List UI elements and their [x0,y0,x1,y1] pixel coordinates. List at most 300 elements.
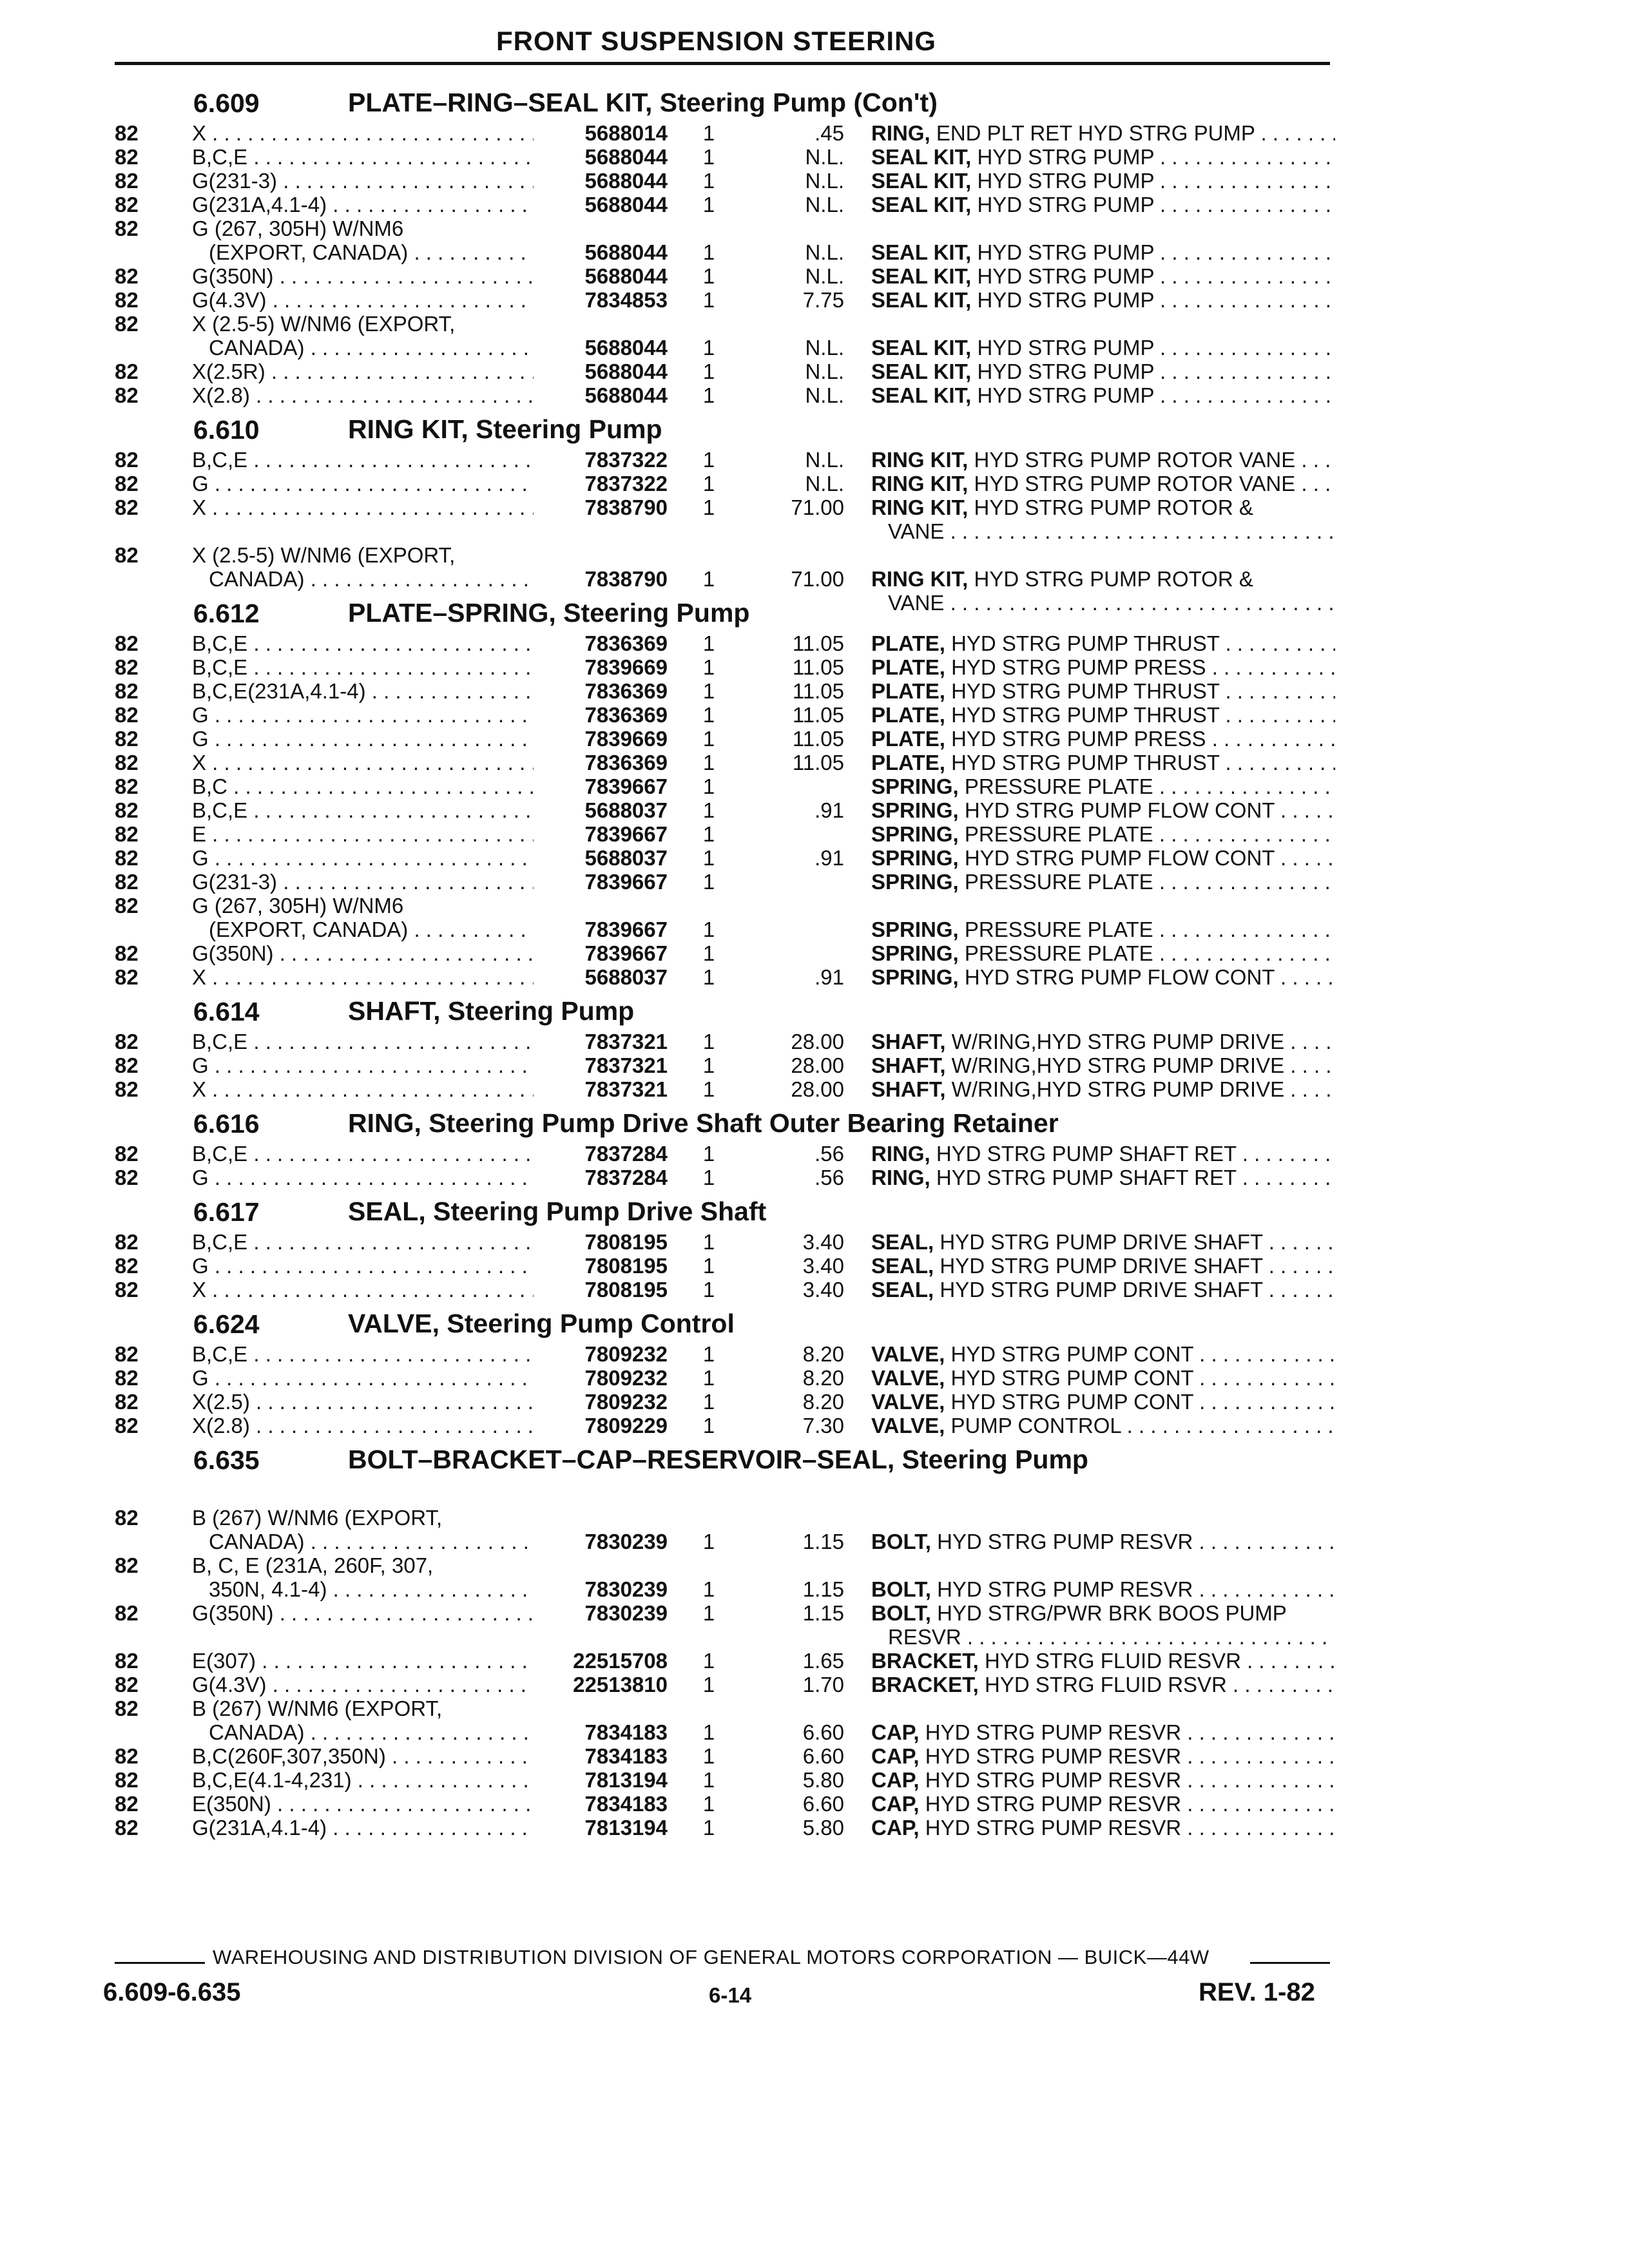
application [192,1030,534,1053]
description-line [871,965,1335,989]
catalog-row [0,798,1629,822]
description-keyword: SHAFT, [871,1030,946,1053]
description-line [871,193,1335,216]
quantity: 1 [702,1414,715,1437]
section-header [0,86,1629,121]
description-line [871,1278,1335,1302]
price: 6.60 [802,1792,844,1816]
model-year: 82 [115,1166,139,1189]
part-number: 7837322 [535,448,668,472]
description-text: HYD STRG PUMP THRUST [951,631,1220,655]
part-number: 7834183 [535,1792,668,1816]
part-number: 7839667 [535,870,668,894]
part-number: 7834853 [535,288,668,312]
price: N.L. [805,264,844,288]
section-header [0,1307,1629,1342]
model-year: 82 [115,312,139,336]
part-number: 7839667 [535,941,668,965]
description-keyword: SEAL, [871,1254,934,1278]
quantity: 1 [702,1030,715,1053]
part-number: 5688037 [535,798,668,822]
application [192,727,534,751]
catalog-row [0,495,1629,543]
description-keyword: SPRING, [871,822,959,846]
part-number: 5688014 [535,121,668,145]
section-header [0,596,1629,631]
quantity: 1 [702,1601,715,1625]
quantity: 1 [702,1816,715,1840]
price: 11.05 [792,703,844,727]
price: 8.20 [802,1390,844,1414]
part-description [871,1768,1335,1792]
model-year: 82 [115,822,139,846]
description-text: W/RING,HYD STRG PUMP DRIVE [951,1077,1285,1101]
header-rule [115,62,1330,65]
quantity: 1 [702,448,715,472]
catalog-row [0,193,1629,216]
part-description [871,655,1335,679]
application-line: G(231-3) . . . [192,169,534,193]
model-year: 82 [115,1768,139,1792]
model-year: 82 [115,703,139,727]
description-keyword: SPRING, [871,846,959,870]
quantity: 1 [702,336,715,360]
description-text: VANE [888,519,945,543]
quantity: 1 [702,240,715,264]
price: 5.80 [802,1768,844,1792]
application [192,383,534,407]
description-text: HYD STRG PUMP RESVR [925,1792,1182,1816]
model-year: 82 [115,751,139,774]
application-line: G(350N) . . . [192,264,534,288]
description-line [871,1390,1335,1414]
application-line: B,C,E . . . [192,1230,534,1254]
quantity: 1 [702,679,715,703]
price: N.L. [805,240,844,264]
quantity: 1 [702,1673,715,1696]
description-text: HYD STRG PUMP RESVR [925,1768,1182,1792]
description-line [871,1077,1335,1101]
price: 71.00 [791,495,844,519]
description-text: HYD STRG PUMP [977,264,1154,288]
price: 11.05 [792,679,844,703]
description-keyword: SPRING, [871,870,959,894]
catalog-row [0,288,1629,312]
part-description [871,1744,1335,1768]
description-line [871,121,1335,145]
model-year: 82 [115,121,139,145]
description-keyword: BRACKET, [871,1673,979,1696]
quantity: 1 [702,1768,715,1792]
quantity: 1 [702,193,715,216]
price: .91 [815,846,844,870]
section-title: VALVE, Steering Pump Control [348,1309,735,1338]
quantity: 1 [702,870,715,894]
description-line [871,567,1335,591]
description-line [871,1816,1335,1840]
quantity: 1 [702,567,715,591]
application-line: CANADA) . . . [192,567,534,591]
catalog-row [0,727,1629,751]
part-description [871,1390,1335,1414]
quantity: 1 [702,1390,715,1414]
application [192,264,534,288]
part-number: 7839669 [535,727,668,751]
quantity: 1 [702,774,715,798]
description-keyword: RING, [871,1142,930,1166]
application [192,941,534,965]
catalog-row [0,1053,1629,1077]
application-line: G . . . [192,846,534,870]
quantity: 1 [702,703,715,727]
catalog-row [0,894,1629,941]
part-description [871,941,1335,965]
model-year: 82 [115,941,139,965]
model-year: 82 [115,145,139,169]
model-year: 82 [115,870,139,894]
section-header [0,994,1629,1030]
catalog-row [0,1673,1629,1696]
application [192,703,534,727]
application-line: X . . . [192,121,534,145]
description-keyword: CAP, [871,1816,920,1840]
footer-revision: REV. 1-82 [1199,1978,1315,2006]
section-title: RING KIT, Steering Pump [348,414,662,444]
catalog-row [0,121,1629,145]
application [192,1254,534,1278]
description-text: HYD STRG PUMP [977,193,1154,216]
catalog-row [0,655,1629,679]
model-year: 82 [115,193,139,216]
part-number: 7830239 [535,1530,668,1553]
application-line: B,C,E . . . [192,1342,534,1366]
description-keyword: SHAFT, [871,1077,946,1101]
catalog-row [0,751,1629,774]
description-text: HYD STRG PUMP PRESS [951,727,1206,751]
quantity: 1 [702,360,715,383]
catalog-row [0,846,1629,870]
description-keyword: PLATE, [871,631,945,655]
description-line [871,798,1335,822]
description-text: HYD STRG PUMP [977,240,1154,264]
footer-note: WAREHOUSING AND DISTRIBUTION DIVISION OF GENERAL MOTORS CORPORATION — BUICK—44W [213,1946,1210,1968]
part-description [871,774,1335,798]
section-title: SEAL, Steering Pump Drive Shaft [348,1196,767,1226]
part-description [871,288,1335,312]
description-keyword: SPRING, [871,774,959,798]
part-description [871,169,1335,193]
part-description [871,472,1335,495]
section-header [0,1106,1629,1142]
description-text: HYD STRG PUMP CONT [950,1390,1193,1414]
description-line [871,1768,1335,1792]
application [192,774,534,798]
description-line [871,703,1335,727]
description-keyword: SEAL KIT, [871,193,972,216]
part-description [871,1366,1335,1390]
quantity: 1 [702,822,715,846]
model-year: 82 [115,1254,139,1278]
description-line [871,145,1335,169]
model-year: 82 [115,798,139,822]
quantity: 1 [702,941,715,965]
model-year: 82 [115,1649,139,1673]
quantity: 1 [702,383,715,407]
description-text: HYD STRG PUMP DRIVE SHAFT [940,1230,1263,1254]
description-text: HYD STRG PUMP PRESS [951,655,1206,679]
application [192,1278,534,1302]
application [192,1506,534,1553]
description-text: HYD STRG PUMP RESVR [925,1744,1182,1768]
price: 1.15 [802,1601,844,1625]
application-line: (EXPORT, CANADA) . . . [192,918,534,941]
application-line: G(4.3V) . . . [192,288,534,312]
description-line [871,751,1335,774]
part-description [871,679,1335,703]
quantity: 1 [702,965,715,989]
price: 71.00 [791,567,844,591]
description-keyword: PLATE, [871,703,945,727]
description-text: HYD STRG PUMP RESVR [937,1530,1193,1553]
footer-section-range: 6.609-6.635 [103,1978,241,2006]
application [192,495,534,519]
part-number: 7830239 [535,1601,668,1625]
description-keyword: CAP, [871,1792,920,1816]
part-description [871,1030,1335,1053]
quantity: 1 [702,1166,715,1189]
application [192,870,534,894]
application-line: X (2.5-5) W/NM6 (EXPORT, [192,312,456,336]
price: 1.65 [802,1649,844,1673]
model-year: 82 [115,846,139,870]
description-text: HYD STRG PUMP DRIVE SHAFT [940,1278,1263,1302]
description-keyword: SEAL, [871,1278,934,1302]
catalog-row [0,1342,1629,1366]
part-number: 7837284 [535,1142,668,1166]
price: N.L. [805,169,844,193]
part-number: 7839667 [535,822,668,846]
part-description [871,870,1335,894]
description-text: HYD STRG PUMP SHAFT RET [936,1166,1237,1189]
part-description [871,1816,1335,1840]
description-keyword: RING KIT, [871,567,969,591]
part-number: 7838790 [535,495,668,519]
application-line: G (267, 305H) W/NM6 [192,216,404,240]
description-keyword: RING KIT, [871,448,969,472]
description-keyword: RING KIT, [871,495,969,519]
description-line [871,1142,1335,1166]
parts-catalog-body [0,81,1629,1840]
catalog-row [0,312,1629,360]
description-line [871,448,1335,472]
application-line: G(350N) . . . [192,1601,534,1625]
section-header [0,1443,1629,1506]
description-line [871,679,1335,703]
application-line: X . . . [192,965,534,989]
application [192,1744,534,1768]
part-description [871,631,1335,655]
description-text: HYD STRG PUMP THRUST [951,679,1220,703]
description-line [871,655,1335,679]
part-number: 7838790 [535,567,668,591]
description-line [871,1673,1335,1696]
part-description [871,1053,1335,1077]
quantity: 1 [702,631,715,655]
part-number: 7836369 [535,703,668,727]
description-line [871,918,1335,941]
model-year: 82 [115,472,139,495]
application-line: B, C, E (231A, 260F, 307, [192,1553,434,1577]
part-description [871,383,1335,407]
application-line: B,C,E . . . [192,655,534,679]
price: 11.05 [792,631,844,655]
application [192,1390,534,1414]
part-number: 5688044 [535,169,668,193]
part-number: 5688044 [535,145,668,169]
description-line [871,1625,1335,1649]
model-year: 82 [115,965,139,989]
catalog-row [0,1077,1629,1101]
section-number: 6.617 [193,1197,260,1227]
model-year: 82 [115,1077,139,1101]
description-line [871,383,1335,407]
part-number: 7808195 [535,1254,668,1278]
catalog-row [0,1166,1629,1189]
application [192,1601,534,1625]
application-line: B,C,E(231A,4.1-4) . . . [192,679,534,703]
application [192,798,534,822]
description-text: W/RING,HYD STRG PUMP DRIVE [951,1030,1285,1053]
application-line: CANADA) . . . [192,1530,534,1553]
footer-rule-left [115,1962,205,1964]
application-line: X(2.5R) . . . [192,360,534,383]
description-text: HYD STRG PUMP CONT [950,1366,1193,1390]
catalog-row [0,1278,1629,1302]
description-line [871,1792,1335,1816]
catalog-row [0,1254,1629,1278]
description-keyword: SPRING, [871,918,959,941]
quantity: 1 [702,1366,715,1390]
model-year: 82 [115,679,139,703]
part-number: 5688044 [535,240,668,264]
catalog-row [0,1414,1629,1437]
description-line [871,472,1335,495]
catalog-row [0,1792,1629,1816]
section-title: BOLT–BRACKET–CAP–RESERVOIR–SEAL, Steering Pump [348,1445,1088,1474]
description-keyword: SEAL KIT, [871,288,972,312]
description-text: HYD STRG PUMP [977,145,1154,169]
description-line [871,336,1335,360]
part-description [871,1577,1335,1601]
application [192,655,534,679]
catalog-row [0,472,1629,495]
model-year: 82 [115,655,139,679]
quantity: 1 [702,798,715,822]
quantity: 1 [702,1342,715,1366]
description-keyword: PLATE, [871,679,945,703]
section-number: 6.616 [193,1109,260,1139]
quantity: 1 [702,1530,715,1553]
model-year: 82 [115,1366,139,1390]
model-year: 82 [115,1601,139,1625]
description-line [871,1601,1335,1625]
part-number: 7836369 [535,631,668,655]
quantity: 1 [702,1230,715,1254]
application-line: G(4.3V) . . . [192,1673,534,1696]
price: N.L. [805,383,844,407]
description-text: HYD STRG FLUID RESVR [985,1649,1241,1673]
description-line [871,1530,1335,1553]
application [192,679,534,703]
part-description [871,798,1335,822]
application-line: E(307) . . . [192,1649,534,1673]
description-keyword: SEAL KIT, [871,336,972,360]
catalog-row [0,870,1629,894]
quantity: 1 [702,655,715,679]
description-text: HYD STRG PUMP [977,383,1154,407]
part-description [871,1166,1335,1189]
application [192,312,534,360]
application [192,360,534,383]
application [192,1142,534,1166]
section-number: 6.614 [193,997,260,1026]
application-line: G . . . [192,1053,534,1077]
price: .91 [815,965,844,989]
description-keyword: SPRING, [871,941,959,965]
model-year: 82 [115,727,139,751]
part-number: 7837321 [535,1030,668,1053]
application-line: X . . . [192,495,534,519]
application-line: CANADA) . . . [192,1720,534,1744]
quantity: 1 [702,1744,715,1768]
model-year: 82 [115,894,139,918]
description-text: PRESSURE PLATE [964,774,1153,798]
model-year: 82 [115,774,139,798]
application [192,1414,534,1437]
description-text: PRESSURE PLATE [964,870,1153,894]
description-text: HYD STRG PUMP RESVR [925,1816,1182,1840]
application-line: G . . . [192,1366,534,1390]
section-number: 6.609 [193,88,260,118]
part-description [871,1792,1335,1816]
footer-rule-right [1250,1962,1330,1964]
description-line [871,1166,1335,1189]
part-description [871,965,1335,989]
catalog-row [0,360,1629,383]
price: .45 [815,121,844,145]
model-year: 82 [115,1553,139,1577]
description-keyword: VALVE, [871,1342,945,1366]
application [192,846,534,870]
catalog-row [0,1366,1629,1390]
description-line [871,495,1335,519]
model-year: 82 [115,288,139,312]
quantity: 1 [702,264,715,288]
application-line: B,C . . . [192,774,534,798]
application-line: G (267, 305H) W/NM6 [192,894,404,918]
description-line [871,941,1335,965]
description-keyword: VALVE, [871,1414,945,1437]
description-text: HYD STRG PUMP CONT [950,1342,1193,1366]
catalog-row [0,145,1629,169]
application [192,288,534,312]
model-year: 82 [115,1030,139,1053]
application [192,631,534,655]
application-line: E . . . [192,822,534,846]
part-number: 7839667 [535,918,668,941]
part-description [871,1278,1335,1302]
part-number: 5688037 [535,846,668,870]
